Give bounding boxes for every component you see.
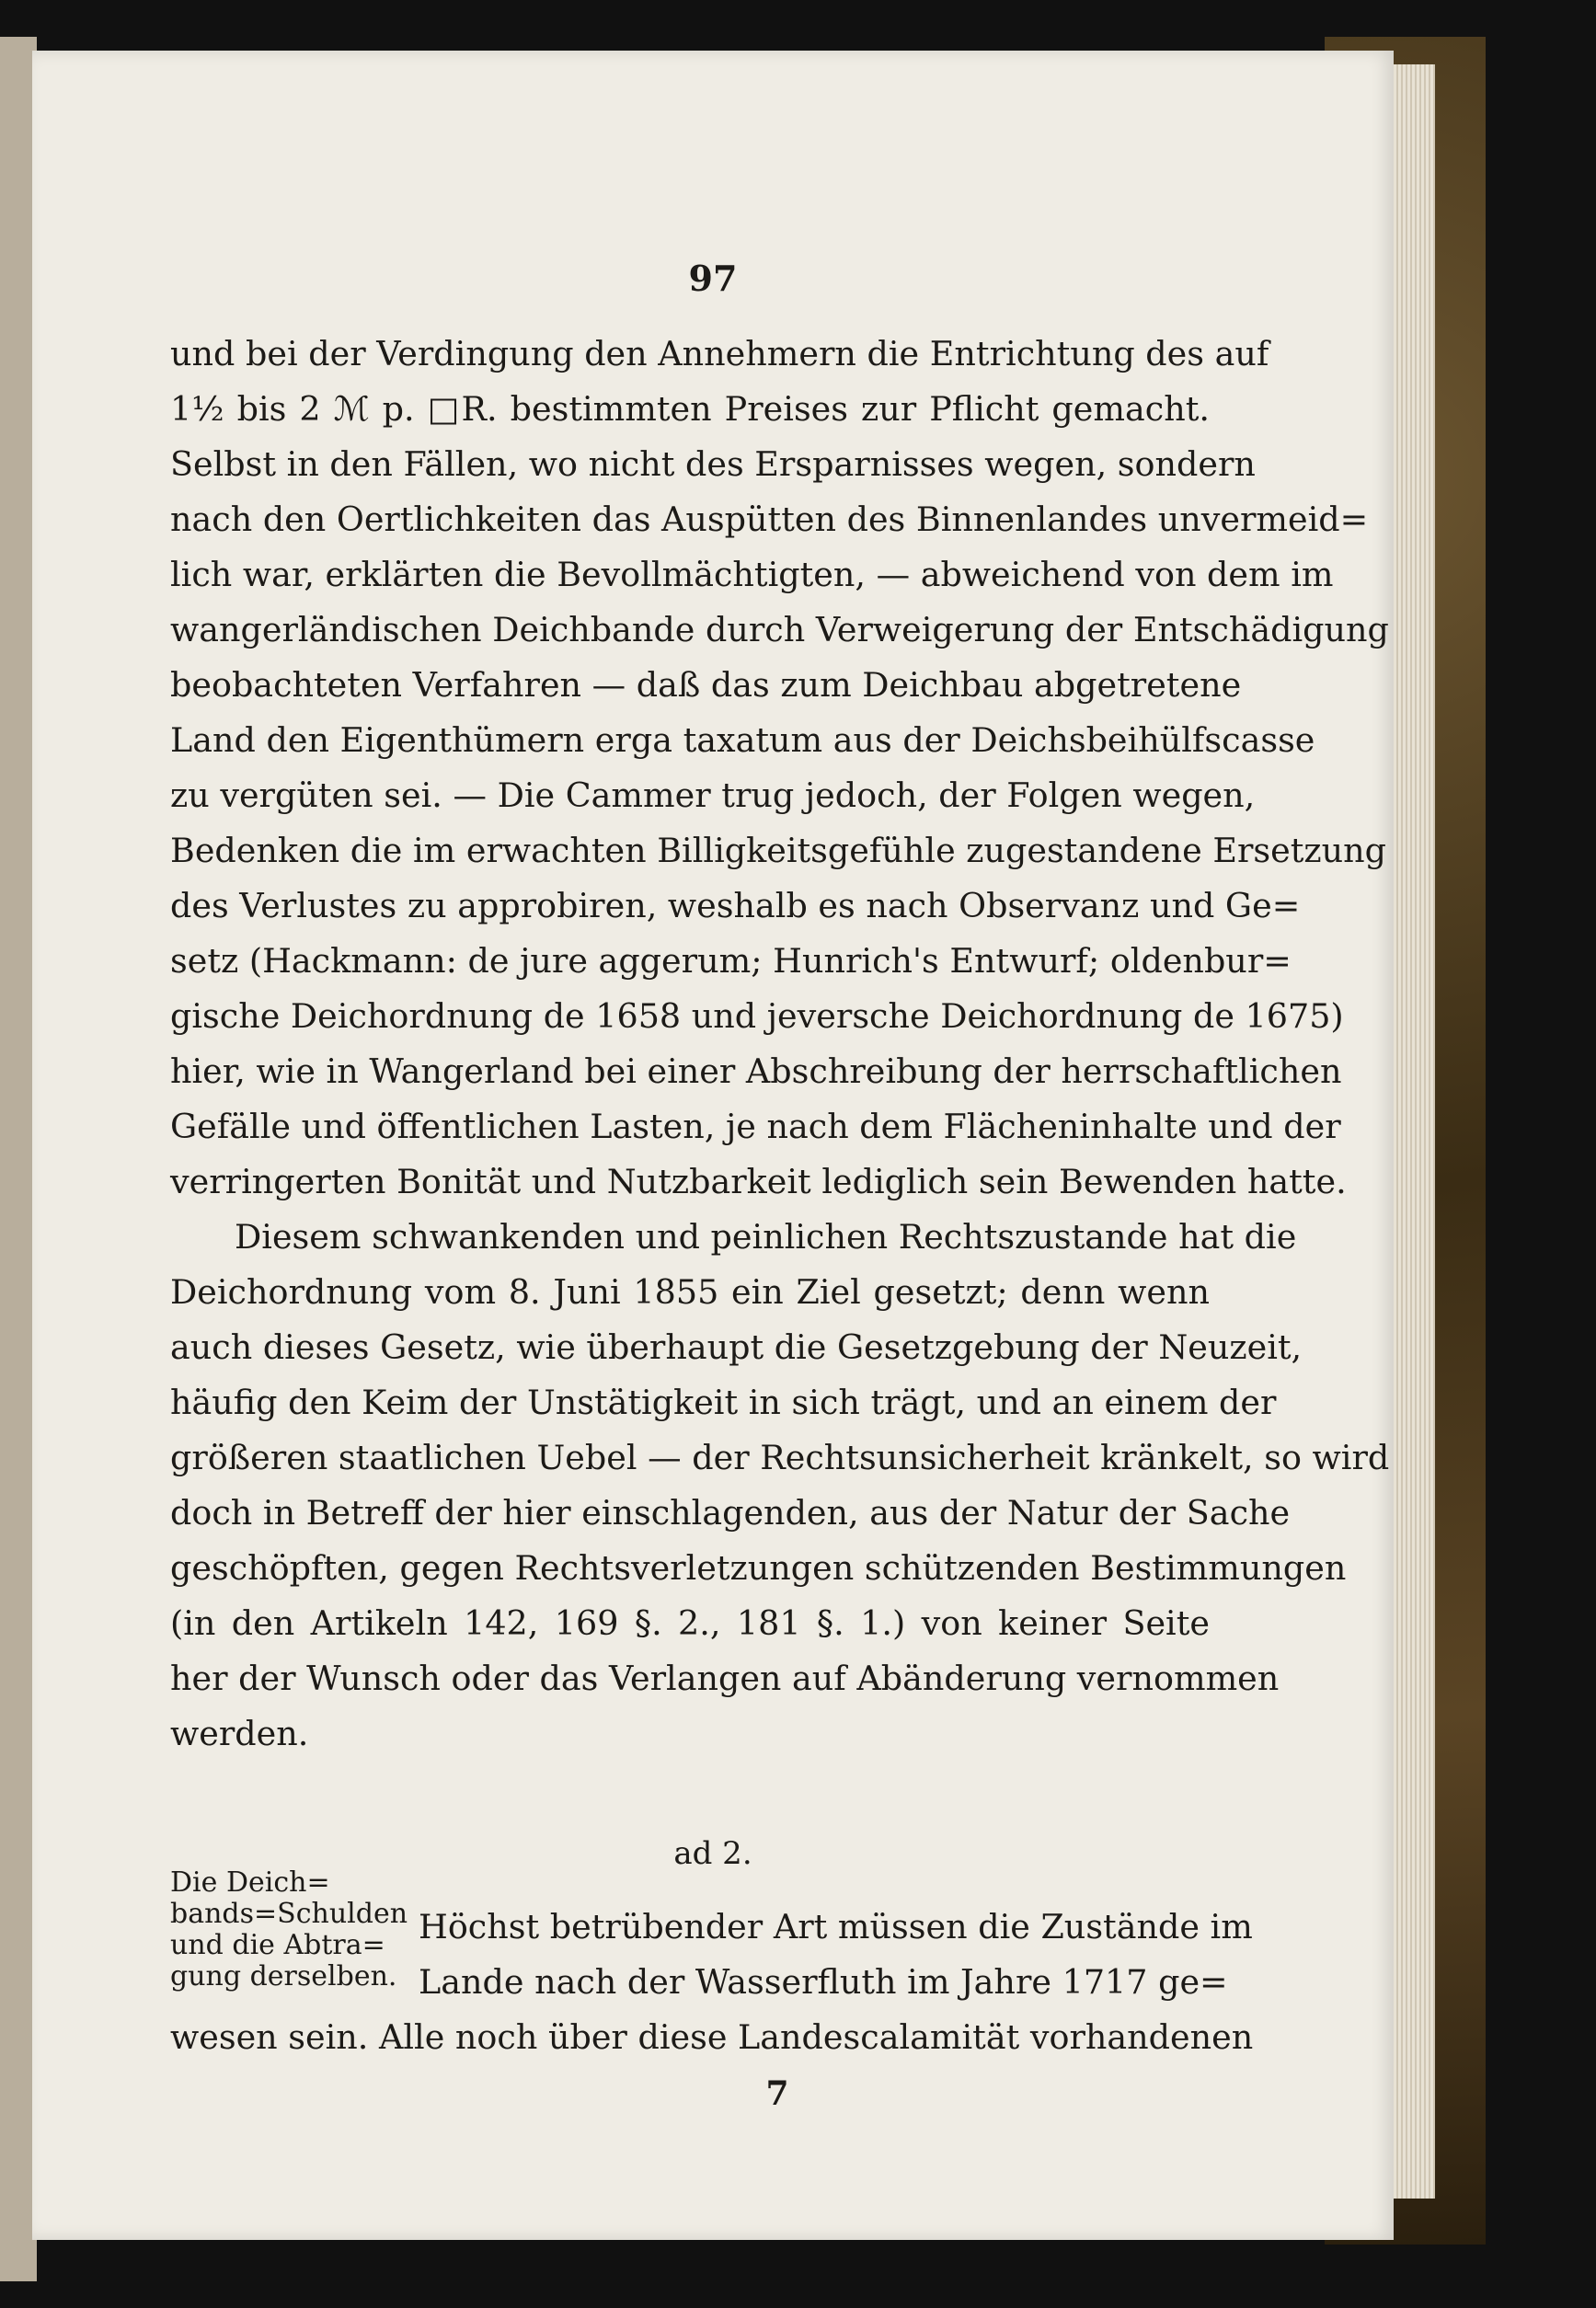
page-number: 97: [688, 258, 738, 299]
text-line: nach den Oertlichkeiten das Auspütten des Binnenlandes unvermeid=: [170, 499, 1369, 539]
text-line: und bei der Verdingung den Annehmern die Entrichtung des auf: [170, 334, 1269, 373]
binding-edge: [0, 37, 37, 2281]
text-line: setz (Hackmann: de jure aggerum; Hunrich's Entwurf; oldenbur=: [170, 941, 1292, 981]
signature-mark: 7: [765, 2074, 789, 2113]
section-text: [170, 1900, 1254, 2065]
text-line: her der Wunsch oder das Verlangen auf Abänderung vernommen: [170, 1659, 1280, 1698]
text-line: wangerländischen Deichbande durch Verweigerung der Entschädigung: [170, 610, 1389, 649]
text-line: des Verlustes zu approbiren, weshalb es nach Observanz und Ge=: [170, 886, 1301, 925]
text-line: lich war, erklärten die Bevollmächtigten, — abweichend von dem im: [170, 555, 1334, 594]
text-line: zu vergüten sei. — Die Cammer trug jedoch, der Folgen wegen,: [170, 775, 1256, 815]
text-line: Deichordnung vom 8. Juni 1855 ein Ziel gesetzt; denn wenn: [170, 1272, 1210, 1312]
marginal-note-line: und die Abtra=: [170, 1929, 385, 1961]
text-line: beobachteten Verfahren — daß das zum Deichbau abgetretene: [170, 665, 1242, 705]
marginal-note-line: bands=Schulden: [170, 1898, 408, 1930]
text-line: Selbst in den Fällen, wo nicht des Ersparnisses wegen, sondern: [170, 444, 1256, 484]
text-line: (in den Artikeln 142, 169 §. 2., 181 §. 1.) von keiner Seite: [170, 1603, 1210, 1643]
text-line: Höchst betrübender Art müssen die Zustände im: [419, 1907, 1253, 1946]
text-line: wesen sein. Alle noch über diese Landescalamität vorhandenen: [170, 2017, 1254, 2057]
marginal-note-line: gung derselben.: [170, 1960, 397, 1992]
book-page: [32, 51, 1394, 2240]
main-text: [170, 327, 1390, 1762]
text-line: Gefälle und öffentlichen Lasten, je nach dem Flächeninhalte und der: [170, 1107, 1341, 1146]
text-line: Land den Eigenthümern erga taxatum aus der Deichsbeihülfscasse: [170, 720, 1315, 760]
text-line: auch dieses Gesetz, wie überhaupt die Gesetzgebung der Neuzeit,: [170, 1327, 1303, 1367]
text-line: geschöpften, gegen Rechtsverletzungen schützenden Bestimmungen: [170, 1548, 1347, 1588]
text-line: doch in Betreff der hier einschlagenden, aus der Natur der Sache: [170, 1493, 1291, 1533]
text-line: größeren staatlichen Uebel — der Rechtsunsicherheit kränkelt, so wird: [170, 1438, 1390, 1477]
text-line: Lande nach der Wasserfluth im Jahre 1717 ge=: [419, 1962, 1228, 2002]
text-line: werden.: [170, 1714, 309, 1753]
marginal-note-line: Die Deich=: [170, 1866, 330, 1899]
text-line: verringerten Bonität und Nutzbarkeit lediglich sein Bewenden hatte.: [170, 1162, 1347, 1201]
text-line: häufig den Keim der Unstätigkeit in sich trägt, und an einem der: [170, 1383, 1277, 1422]
section-heading: ad 2.: [673, 1835, 752, 1872]
text-line: Bedenken die im erwachten Billigkeitsgefühle zugestandene Ersetzung: [170, 831, 1387, 870]
text-line: gische Deichordnung de 1658 und jeversche Deichordnung de 1675): [170, 996, 1344, 1036]
text-line: 1½ bis 2 ℳ p. □R. bestimmten Preises zur Pflicht gemacht.: [170, 389, 1210, 429]
text-line: hier, wie in Wangerland bei einer Abschreibung der herrschaftlichen: [170, 1051, 1342, 1091]
text-line: Diesem schwankenden und peinlichen Rechtszustande hat die: [235, 1217, 1297, 1257]
